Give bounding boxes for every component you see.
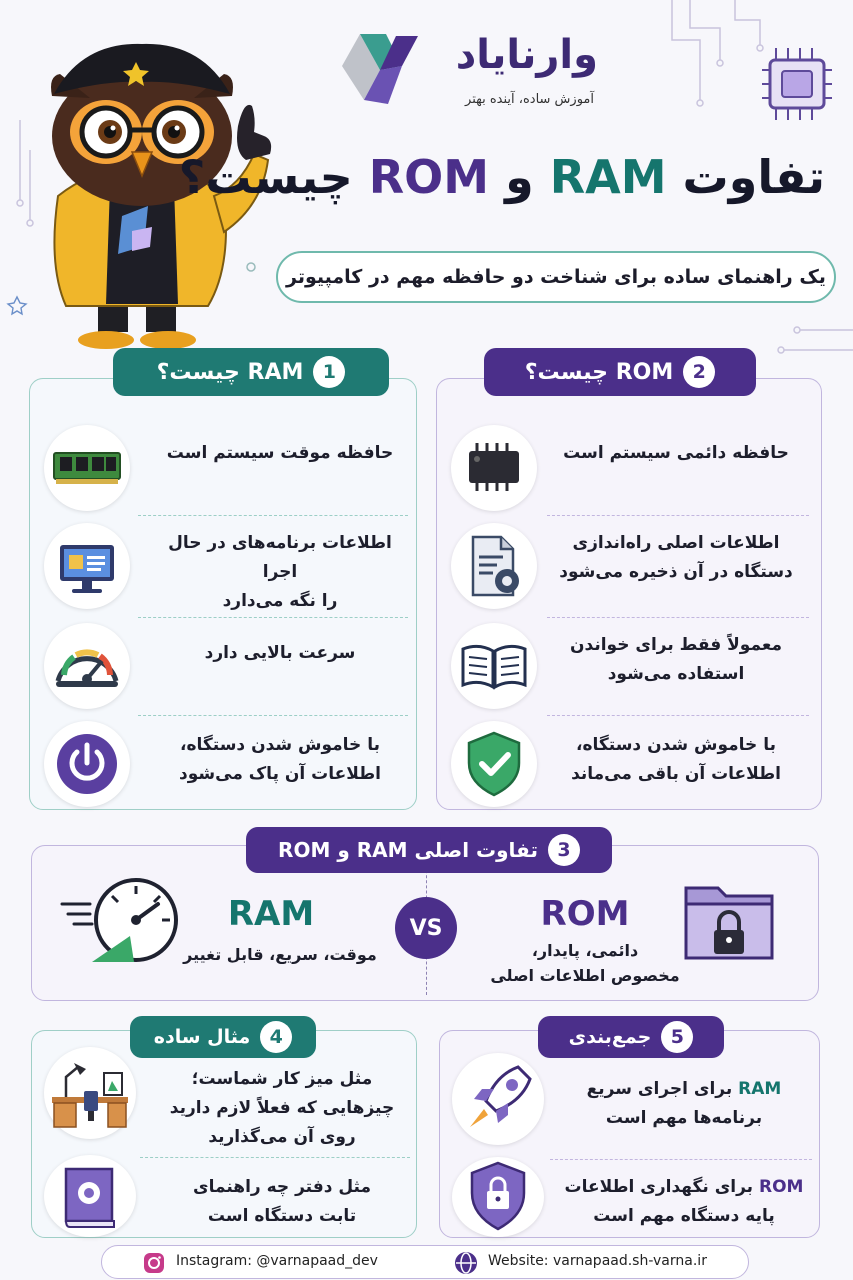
section-title: جمع‌بندی <box>568 1026 652 1048</box>
book-icon <box>451 623 537 709</box>
rom-section-card <box>436 378 822 810</box>
ram-item <box>30 621 416 719</box>
rom-item-text: حافظه دائمی سیستم است <box>563 443 789 463</box>
title-conj: و <box>505 150 534 204</box>
ram-section-header <box>113 348 389 396</box>
rocket-icon <box>452 1053 544 1145</box>
chip-icon <box>451 425 537 511</box>
ram-item-text: سرعت بالایی دارد <box>204 643 356 663</box>
example-section-card <box>31 1030 417 1238</box>
website-link[interactable]: Website: varnapaad.sh-varna.ir <box>488 1253 707 1269</box>
summary-keyword: RAM <box>738 1079 782 1099</box>
ram-description: موقت، سریع، قابل تغییر <box>183 945 377 964</box>
ram-item <box>30 519 416 617</box>
section-number: 2 <box>683 356 715 388</box>
rom-item-text: معمولاً فقط برای خواندن استفاده می‌شود <box>570 635 782 684</box>
section-title: ROM چیست؟ <box>524 359 674 385</box>
page-title <box>178 150 825 230</box>
rom-item <box>437 719 821 817</box>
title-rom: ROM <box>368 150 490 204</box>
rom-section-header <box>484 348 756 396</box>
speedometer-icon <box>44 623 130 709</box>
section-title: تفاوت اصلی RAM و ROM <box>278 838 538 862</box>
difference-section-header <box>246 827 612 873</box>
cpu-chip-icon <box>762 46 834 122</box>
divider <box>547 515 809 516</box>
brand-tagline: آموزش ساده، آینده بهتر <box>465 92 594 107</box>
desk-icon <box>44 1047 136 1139</box>
divider <box>138 715 408 716</box>
instagram-icon <box>142 1251 166 1275</box>
summary-keyword: ROM <box>759 1177 804 1197</box>
title-prefix: تفاوت <box>682 150 825 204</box>
brand-name: وارنایاد <box>455 32 598 78</box>
divider <box>547 715 809 716</box>
rom-item <box>437 621 821 719</box>
page-subtitle: یک راهنمای ساده برای شناخت دو حافظه مهم در کامپیوتر <box>276 251 836 303</box>
rom-item-text: اطلاعات اصلی راه‌اندازی دستگاه در آن ذخیره می‌شود <box>559 533 793 582</box>
power-icon <box>44 721 130 807</box>
rom-label: ROM <box>540 894 630 934</box>
document-gear-icon <box>451 523 537 609</box>
summary-section-card <box>439 1030 820 1238</box>
divider <box>138 515 408 516</box>
monitor-icon <box>44 523 130 609</box>
brand-logo-icon <box>338 30 420 108</box>
summary-item-text: ROM برای نگهداری اطلاعات پایه دستگاه مهم است <box>564 1177 804 1226</box>
rom-item <box>437 519 821 617</box>
rom-item-text: با خاموش شدن دستگاه، اطلاعات آن باقی می‌ماند <box>571 735 781 784</box>
ram-item-text: با خاموش شدن دستگاه، اطلاعات آن پاک می‌شود <box>179 735 381 784</box>
section-number: 3 <box>548 834 580 866</box>
summary-section-header <box>538 1016 724 1058</box>
shield-check-icon <box>451 721 537 807</box>
ram-stick-icon <box>44 425 130 511</box>
section-number: 1 <box>313 356 345 388</box>
lock-shield-icon <box>452 1157 544 1237</box>
gear-book-icon <box>44 1155 136 1237</box>
title-suffix: چیست؟ <box>178 150 353 204</box>
brand-header <box>338 30 598 116</box>
speedometer-fast-icon <box>60 876 184 966</box>
ram-section-card <box>29 378 417 810</box>
ram-item <box>30 419 416 517</box>
globe-icon <box>454 1251 478 1275</box>
footer-bar <box>101 1245 749 1279</box>
ram-item <box>30 719 416 817</box>
title-ram: RAM <box>549 150 667 204</box>
example-item-text: مثل دفتر چه راهنمای تابت دستگاه است <box>192 1177 372 1226</box>
divider <box>138 617 408 618</box>
section-title: مثال ساده <box>153 1026 251 1048</box>
divider <box>547 617 809 618</box>
rom-description: دائمی، پایدار، مخصوص اطلاعات اصلی <box>490 941 680 985</box>
summary-item-text: RAM برای اجرای سریع برنامه‌ها مهم است <box>586 1079 782 1128</box>
section-title: RAM چیست؟ <box>156 359 304 385</box>
section-number: 4 <box>260 1021 292 1053</box>
locked-folder-icon <box>680 874 780 966</box>
instagram-link[interactable]: Instagram: @varnapaad_dev <box>176 1253 378 1269</box>
section-number: 5 <box>661 1021 693 1053</box>
ram-item-text: اطلاعات برنامه‌های در حال اجرا را نگه می‌دارد <box>168 533 392 611</box>
divider <box>550 1159 812 1160</box>
vs-badge: VS <box>395 897 457 959</box>
example-section-header <box>130 1016 316 1058</box>
ram-label: RAM <box>227 894 315 934</box>
ram-item-text: حافظه موقت سیستم است <box>166 443 394 463</box>
example-item-text: مثل میز کار شماست؛ چیزهایی که فعلاً لازم دارید روی آن می‌گذارید <box>169 1069 395 1147</box>
divider <box>140 1157 410 1158</box>
rom-item <box>437 419 821 517</box>
